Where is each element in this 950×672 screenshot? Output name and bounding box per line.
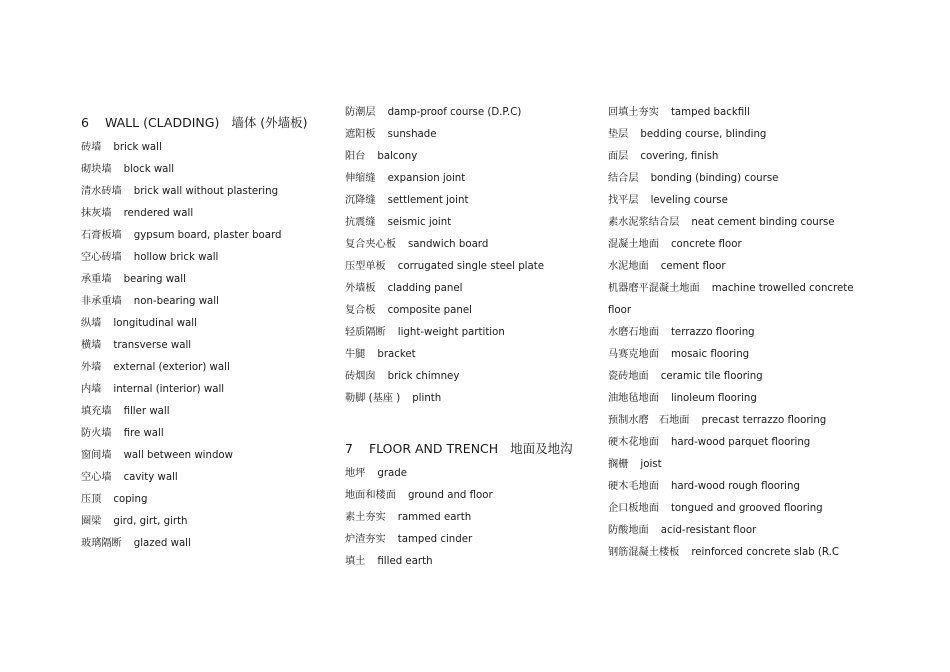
term-entry: [345, 150, 417, 164]
term-zh: 阳台: [345, 151, 366, 162]
term-zh: 纵墙: [81, 318, 102, 329]
term-en: rammed earth: [397, 512, 472, 523]
term-en: hard-wood rough flooring: [670, 481, 800, 492]
term-entry: [608, 278, 870, 322]
term-entry: [345, 304, 472, 318]
term-en: leveling course: [650, 195, 728, 206]
term-entry: [608, 172, 778, 186]
term-en: gird, girt, girth: [113, 516, 188, 527]
term-entry: [345, 555, 433, 569]
term-zh: 垫层: [608, 129, 629, 140]
term-zh: 复合夹心板: [345, 239, 396, 250]
section-7-heading: [345, 439, 573, 457]
term-en: glazed wall: [133, 538, 191, 549]
term-zh: 硬木花地面: [608, 437, 659, 448]
term-en: bonding (binding) course: [650, 173, 779, 184]
term-en: concrete floor: [670, 239, 742, 250]
term-en: expansion joint: [387, 173, 466, 184]
term-zh: 石膏板墙: [81, 230, 122, 241]
term-zh: 地坪: [345, 468, 366, 479]
term-zh: 机器磨平混凝土地面: [608, 283, 700, 294]
term-en: composite panel: [387, 305, 472, 316]
section-title-en: FLOOR AND TRENCH: [368, 441, 499, 456]
term-en: mosaic flooring: [670, 349, 750, 360]
term-en: wall between window: [123, 450, 233, 461]
term-en: ground and floor: [407, 490, 493, 501]
term-entry: [81, 229, 282, 243]
term-en: covering, finish: [640, 151, 719, 162]
term-entry: [81, 383, 224, 397]
term-entry: [81, 317, 197, 331]
term-entry: [345, 326, 505, 340]
term-en: block wall: [123, 164, 175, 175]
term-en: ceramic tile flooring: [660, 371, 763, 382]
term-entry: [345, 489, 493, 503]
term-zh: 瓷砖地面: [608, 371, 649, 382]
term-zh: 炉渣夯实: [345, 534, 386, 545]
term-en: precast terrazzo flooring: [701, 415, 827, 426]
section-6-heading: [81, 113, 308, 131]
term-entry: [81, 207, 193, 221]
term-entry: [608, 392, 757, 406]
term-zh: 窗间墙: [81, 450, 112, 461]
term-en: internal (interior) wall: [113, 384, 225, 395]
term-en: hollow brick wall: [133, 252, 219, 263]
term-zh: 企口板地面: [608, 503, 659, 514]
term-zh: 砖墙: [81, 142, 102, 153]
term-entry: [345, 194, 468, 208]
term-en: longitudinal wall: [113, 318, 197, 329]
term-entry: [81, 493, 147, 507]
term-zh: 防火墙: [81, 428, 112, 439]
term-entry: [81, 427, 164, 441]
term-en: damp-proof course (D.P.C): [387, 107, 522, 118]
term-en: non-bearing wall: [133, 296, 219, 307]
term-entry: [81, 185, 278, 199]
term-entry: [81, 361, 230, 375]
term-entry: [345, 106, 521, 120]
term-en: tamped cinder: [397, 534, 473, 545]
term-entry: [345, 172, 465, 186]
term-zh: 砌块墙: [81, 164, 112, 175]
term-en: brick chimney: [387, 371, 460, 382]
term-en: bracket: [377, 349, 416, 360]
term-zh: 压顶: [81, 494, 102, 505]
term-zh: 空心墙: [81, 472, 112, 483]
term-en: plinth: [412, 393, 442, 404]
term-zh: 油地毡地面: [608, 393, 659, 404]
term-entry: [345, 216, 451, 230]
term-zh: 压型单板: [345, 261, 386, 272]
term-entry: [608, 524, 756, 538]
term-zh: 圈梁: [81, 516, 102, 527]
term-entry: [345, 533, 472, 547]
term-zh: 伸缩缝: [345, 173, 376, 184]
term-zh: 遮阳板: [345, 129, 376, 140]
term-entry: [81, 449, 233, 463]
term-entry: [608, 348, 749, 362]
term-en: filled earth: [377, 556, 433, 567]
term-entry: [81, 251, 218, 265]
term-zh: 勒脚 (基座 ): [345, 393, 401, 404]
term-entry: [608, 436, 810, 450]
term-zh: 结合层: [608, 173, 639, 184]
term-en: tongued and grooved flooring: [670, 503, 823, 514]
term-entry: [345, 348, 416, 362]
term-entry: [345, 467, 407, 481]
term-zh: 素水泥浆结合层: [608, 217, 680, 228]
term-zh: 复合板: [345, 305, 376, 316]
term-zh: 横墙: [81, 340, 102, 351]
term-zh: 抗震缝: [345, 217, 376, 228]
term-zh: 承重墙: [81, 274, 112, 285]
term-zh: 沉降缝: [345, 195, 376, 206]
term-zh: 地面和楼面: [345, 490, 396, 501]
term-en: coping: [113, 494, 148, 505]
term-en: sunshade: [387, 129, 437, 140]
term-en: hard-wood parquet flooring: [670, 437, 811, 448]
term-en: neat cement binding course: [691, 217, 835, 228]
term-zh: 内墙: [81, 384, 102, 395]
section-title-zh: 地面及地沟: [510, 441, 573, 456]
term-en: grade: [377, 468, 408, 479]
term-entry: [345, 282, 462, 296]
term-entry: [608, 150, 718, 164]
term-en: settlement joint: [387, 195, 469, 206]
term-zh: 填充墙: [81, 406, 112, 417]
term-zh: 面层: [608, 151, 629, 162]
term-entry: [81, 515, 188, 529]
term-en: tamped backfill: [670, 107, 750, 118]
term-zh: 外墙板: [345, 283, 376, 294]
term-entry: [608, 546, 839, 560]
term-en: corrugated single steel plate: [397, 261, 545, 272]
term-entry: [608, 370, 763, 384]
term-en: sandwich board: [407, 239, 489, 250]
term-zh: 搁栅: [608, 459, 629, 470]
term-en: linoleum flooring: [670, 393, 757, 404]
term-en: reinforced concrete slab (R.C: [691, 547, 839, 558]
term-zh: 预制水磨 石地面: [608, 415, 690, 426]
term-entry: [608, 480, 800, 494]
term-entry: [345, 511, 471, 525]
term-zh: 填土: [345, 556, 366, 567]
term-zh: 硬木毛地面: [608, 481, 659, 492]
term-zh: 玻璃隔断: [81, 538, 122, 549]
term-en: terrazzo flooring: [670, 327, 755, 338]
term-en: bearing wall: [123, 274, 186, 285]
term-en: cavity wall: [123, 472, 178, 483]
term-entry: [81, 537, 191, 551]
term-en: rendered wall: [123, 208, 194, 219]
term-en: gypsum board, plaster board: [133, 230, 282, 241]
term-entry: [608, 458, 662, 472]
term-entry: [608, 194, 728, 208]
term-en: filler wall: [123, 406, 170, 417]
term-en: external (exterior) wall: [113, 362, 230, 373]
term-entry: [345, 238, 488, 252]
term-en: balcony: [377, 151, 418, 162]
term-zh: 马赛克地面: [608, 349, 659, 360]
term-zh: 防酸地面: [608, 525, 649, 536]
term-entry: [81, 273, 186, 287]
term-zh: 清水砖墙: [81, 186, 122, 197]
term-en: transverse wall: [113, 340, 192, 351]
term-en: machine trowelled concrete floor: [608, 283, 854, 316]
term-en: brick wall without plastering: [133, 186, 279, 197]
term-zh: 抹灰墙: [81, 208, 112, 219]
term-entry: [81, 295, 219, 309]
term-entry: [345, 260, 544, 274]
term-entry: [81, 163, 174, 177]
term-entry: [608, 260, 726, 274]
section-number: 7: [345, 441, 353, 456]
term-entry: [345, 128, 437, 142]
section-number: 6: [81, 115, 89, 130]
term-zh: 混凝土地面: [608, 239, 659, 250]
term-zh: 砖烟囱: [345, 371, 376, 382]
term-entry: [608, 216, 835, 230]
term-entry: [81, 339, 191, 353]
term-en: cladding panel: [387, 283, 463, 294]
term-zh: 非承重墙: [81, 296, 122, 307]
term-entry: [608, 502, 823, 516]
term-zh: 轻质隔断: [345, 327, 386, 338]
term-zh: 防潮层: [345, 107, 376, 118]
term-en: cement floor: [660, 261, 726, 272]
term-zh: 钢筋混凝土楼板: [608, 547, 680, 558]
term-entry: [608, 128, 766, 142]
section-title-zh: 墙体 (外墙板): [231, 115, 308, 130]
term-zh: 外墙: [81, 362, 102, 373]
term-en: brick wall: [113, 142, 162, 153]
term-zh: 水磨石地面: [608, 327, 659, 338]
term-en: acid-resistant floor: [660, 525, 757, 536]
term-entry: [608, 238, 742, 252]
term-zh: 回填土夯实: [608, 107, 659, 118]
term-entry: [608, 106, 750, 120]
term-en: light-weight partition: [397, 327, 505, 338]
term-entry: [608, 414, 826, 428]
term-en: fire wall: [123, 428, 164, 439]
term-zh: 素土夯实: [345, 512, 386, 523]
term-entry: [345, 392, 441, 406]
term-entry: [81, 471, 178, 485]
term-en: seismic joint: [387, 217, 452, 228]
term-entry: [81, 405, 170, 419]
term-en: joist: [640, 459, 662, 470]
term-zh: 牛腿: [345, 349, 366, 360]
term-entry: [608, 326, 755, 340]
term-zh: 水泥地面: [608, 261, 649, 272]
term-entry: [345, 370, 459, 384]
term-entry: [81, 141, 162, 155]
section-title-en: WALL (CLADDING): [104, 115, 220, 130]
term-zh: 空心砖墙: [81, 252, 122, 263]
term-zh: 找平层: [608, 195, 639, 206]
term-en: bedding course, blinding: [640, 129, 767, 140]
